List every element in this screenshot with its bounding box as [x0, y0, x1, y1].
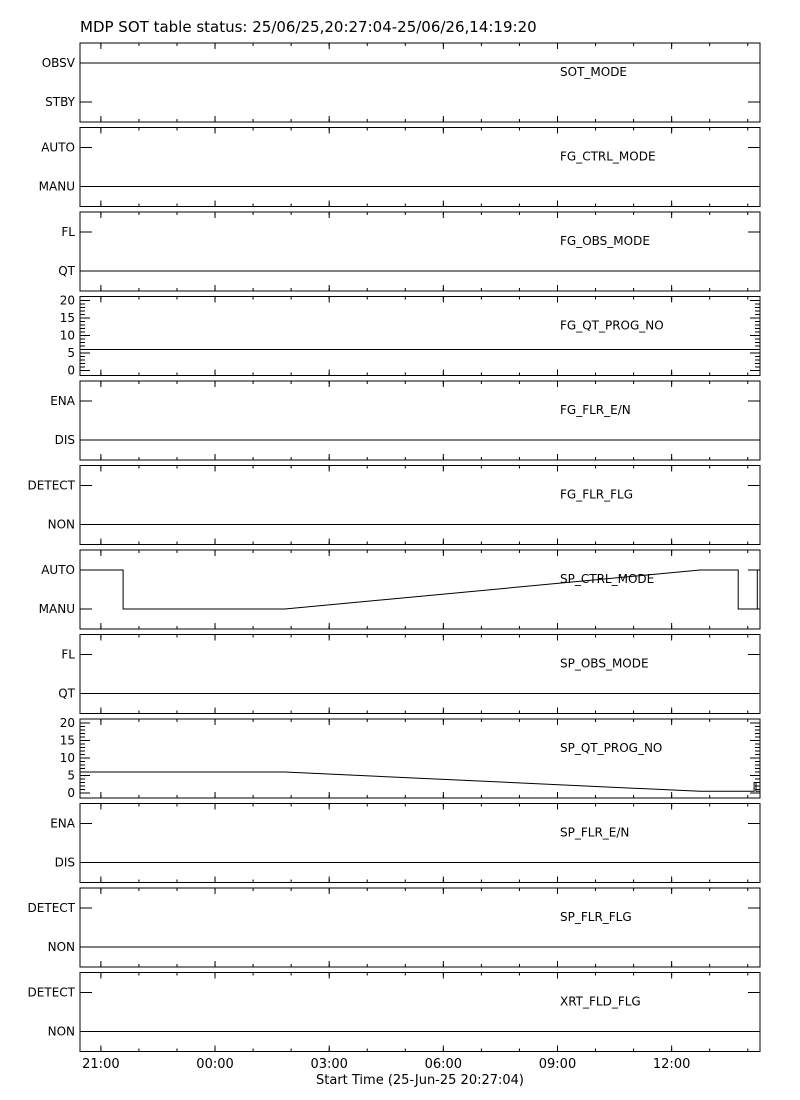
y-tick-label: 5 — [67, 768, 75, 783]
y-tick-label: 0 — [67, 786, 75, 800]
y-tick-label: MANU — [38, 602, 75, 616]
panel-label: SP_CTRL_MODE — [560, 572, 655, 586]
x-axis — [82, 1057, 690, 1072]
panel-frame — [80, 128, 760, 207]
y-tick-label: QT — [58, 264, 75, 278]
y-tick-label: ENA — [50, 394, 75, 408]
panel-label: FG_QT_PROG_NO — [560, 318, 664, 333]
panel-label: FG_CTRL_MODE — [560, 149, 656, 164]
x-tick-label: 12:00 — [652, 1057, 691, 1072]
panel-fg-flr-flg — [28, 466, 760, 545]
y-tick-label: ENA — [50, 816, 75, 831]
panel-label: SOT_MODE — [560, 65, 628, 79]
panel-fg-obs-mode — [58, 212, 760, 291]
panel-sp-flr-e-n — [50, 804, 760, 883]
y-tick-label: 15 — [59, 311, 75, 325]
y-tick-label: NON — [47, 1024, 75, 1039]
panel-label: SP_FLR_E/N — [560, 825, 630, 840]
panel-label: SP_QT_PROG_NO — [560, 741, 663, 755]
y-tick-label: DETECT — [27, 478, 75, 493]
y-tick-label: 15 — [59, 733, 75, 748]
panel-fg-qt-prog-no — [60, 294, 760, 378]
y-tick-label: AUTO — [41, 140, 75, 155]
x-tick-label: 06:00 — [424, 1057, 463, 1072]
panel-label: XRT_FLD_FLG — [560, 994, 641, 1009]
panel-frame — [80, 466, 760, 545]
x-axis-label: Start Time (25-Jun-25 20:27:04) — [316, 1073, 524, 1088]
y-tick-label: QT — [58, 686, 75, 701]
panel-frame — [80, 381, 760, 460]
panel-label: FG_FLR_E/N — [560, 403, 631, 417]
panel-frame — [80, 635, 760, 714]
y-tick-label: FL — [61, 225, 75, 239]
y-tick-label: AUTO — [41, 563, 75, 577]
panel-frame — [80, 212, 760, 291]
y-tick-label: 20 — [59, 716, 75, 730]
x-tick-label: 00:00 — [196, 1057, 234, 1072]
y-tick-label: 10 — [59, 328, 75, 343]
panel-frame — [80, 973, 760, 1052]
x-tick-label: 09:00 — [538, 1057, 577, 1072]
x-tick-label: 03:00 — [310, 1057, 348, 1072]
y-tick-label: STBY — [45, 95, 75, 109]
y-tick-label: DETECT — [27, 985, 75, 1000]
y-tick-label: NON — [47, 517, 75, 532]
chart-title: MDP SOT table status: 25/06/25,20:27:04-25/06/26,14:19:20 — [80, 18, 537, 36]
panel-stack — [28, 43, 760, 1052]
y-tick-label: FL — [61, 647, 75, 662]
panel-sp-flr-flg — [28, 888, 760, 967]
y-tick-label: NON — [47, 940, 75, 954]
panel-label: SP_OBS_MODE — [560, 656, 649, 671]
panel-sp-obs-mode — [58, 635, 760, 714]
panel-sot-mode — [42, 43, 760, 122]
panel-sp-ctrl-mode — [39, 550, 760, 629]
panel-fg-ctrl-mode — [39, 128, 760, 207]
y-tick-label: DIS — [54, 433, 75, 447]
y-tick-label: 5 — [67, 346, 75, 360]
panel-frame — [80, 43, 760, 122]
series-line-sp-qt-prog-no — [80, 772, 760, 791]
panel-frame — [80, 804, 760, 883]
panel-xrt-fld-flg — [28, 973, 760, 1052]
series-line-sp-ctrl-mode — [80, 570, 760, 609]
panel-label: FG_OBS_MODE — [560, 234, 650, 248]
panel-frame — [80, 297, 760, 376]
y-tick-label: 10 — [59, 751, 75, 765]
panel-label: SP_FLR_FLG — [560, 910, 632, 924]
y-tick-label: MANU — [38, 179, 75, 194]
y-tick-label: DIS — [54, 855, 75, 870]
panel-sp-qt-prog-no — [60, 716, 760, 800]
panel-frame — [80, 888, 760, 967]
x-tick-label: 21:00 — [82, 1057, 120, 1072]
panel-frame — [80, 550, 760, 629]
y-tick-label: OBSV — [41, 56, 75, 70]
panel-frame — [80, 719, 760, 798]
panel-label: FG_FLR_FLG — [560, 487, 634, 502]
panel-fg-flr-e-n — [50, 381, 760, 460]
y-tick-label: 0 — [67, 363, 75, 378]
y-tick-label: DETECT — [27, 901, 75, 915]
y-tick-label: 20 — [59, 293, 75, 308]
